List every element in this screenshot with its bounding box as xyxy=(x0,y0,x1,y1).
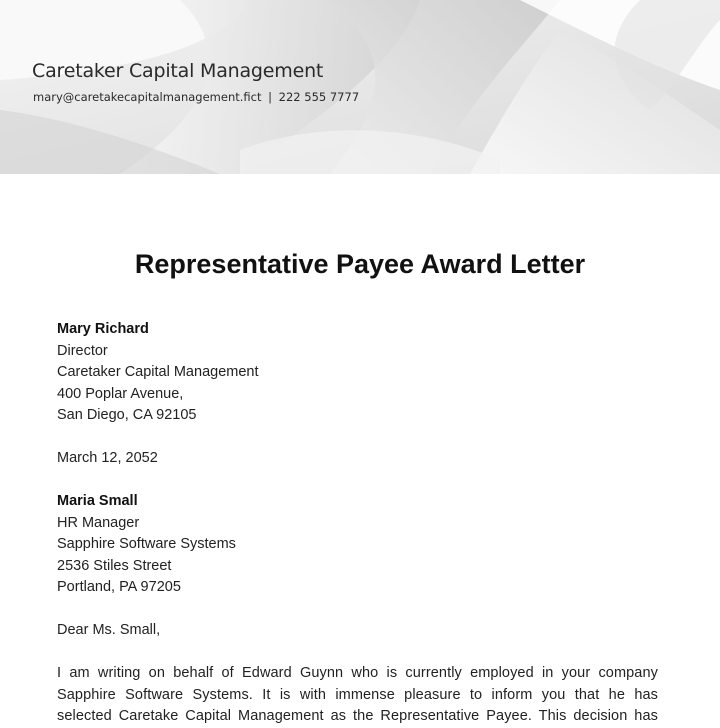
company-contact-line xyxy=(33,90,359,104)
sender-company: Caretaker Capital Management xyxy=(57,364,259,381)
body-line: selected Caretake Capital Management as the Representative Payee. This decision has xyxy=(57,708,658,725)
document-title: Representative Payee Award Letter xyxy=(134,249,586,279)
letterhead-banner xyxy=(0,0,720,174)
body-line: I am writing on behalf of Edward Guynn who is currently employed in your company xyxy=(57,665,658,681)
abstract-background-graphic xyxy=(0,0,720,174)
greeting-block xyxy=(57,620,160,642)
sender-street: 400 Poplar Avenue, xyxy=(57,385,184,402)
body-line: Sapphire Software Systems. It is with immense pleasure to inform you that he has xyxy=(57,686,658,703)
recipient-street: 2536 Stiles Street xyxy=(57,557,172,574)
sender-position: Director xyxy=(57,342,108,359)
company-name: Caretaker Capital Management xyxy=(32,60,324,82)
sender-block xyxy=(57,319,259,427)
company-phone: 222 555 7777 xyxy=(278,90,360,104)
letter-date: March 12, 2052 xyxy=(57,450,158,466)
sender-name: Mary Richard xyxy=(57,321,149,337)
company-email: mary@caretakecapitalmanagement.fict xyxy=(33,90,262,104)
recipient-city-state-zip: Portland, PA 97205 xyxy=(57,579,181,596)
body-paragraph xyxy=(57,663,658,728)
recipient-company: Sapphire Software Systems xyxy=(57,536,236,553)
recipient-block xyxy=(57,491,236,599)
letter-date-block xyxy=(57,448,158,470)
contact-separator: | xyxy=(268,90,272,104)
recipient-position: HR Manager xyxy=(57,514,140,531)
sender-city-state-zip: San Diego, CA 92105 xyxy=(57,407,197,424)
recipient-name: Maria Small xyxy=(57,493,138,509)
greeting: Dear Ms. Small, xyxy=(57,622,161,638)
